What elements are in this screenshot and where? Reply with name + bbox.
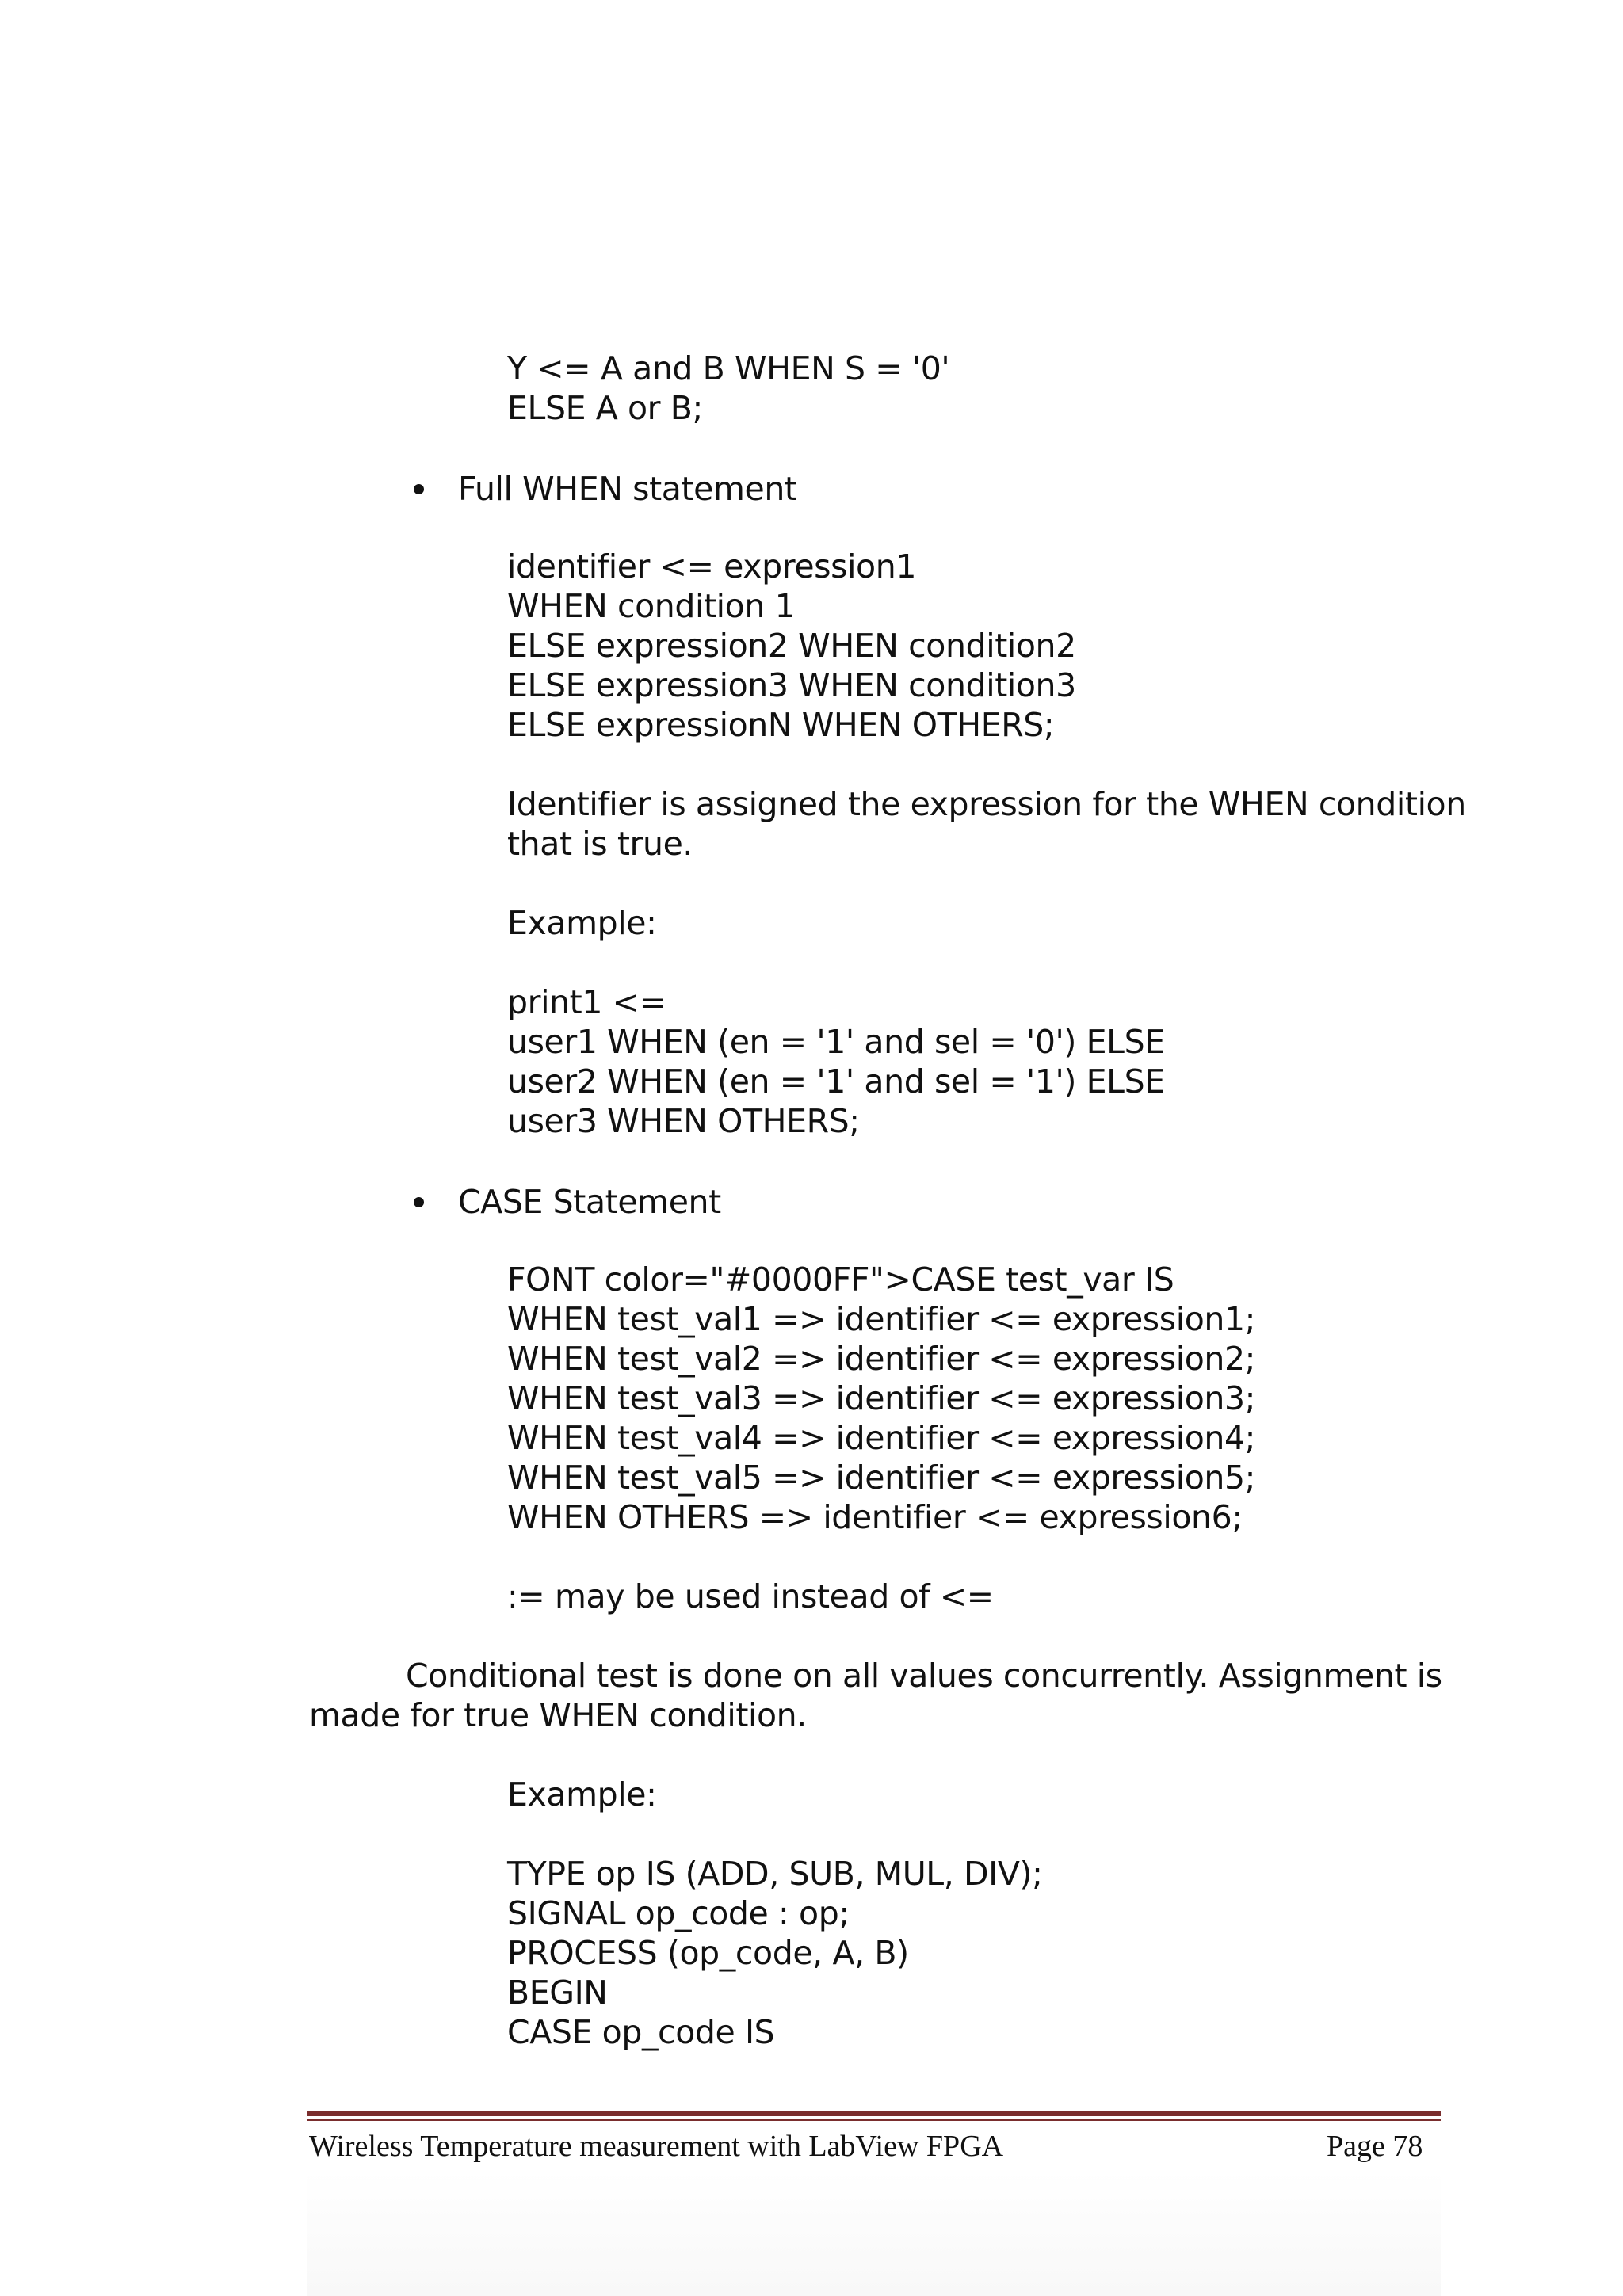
bullet-icon <box>414 484 424 494</box>
code-line: identifier <= expression1 <box>507 547 917 585</box>
page-number: Page 78 <box>1327 2130 1423 2163</box>
example-label: Example: <box>507 1775 657 1814</box>
code-line: ELSE A or B; <box>507 389 703 427</box>
code-line: Y <= A and B WHEN S = '0' <box>507 349 950 387</box>
paragraph-line: Conditional test is done on all values concurrently. Assignment is <box>406 1657 1442 1695</box>
code-line: user3 WHEN OTHERS; <box>507 1102 860 1140</box>
footer-rule-thin <box>307 2119 1441 2121</box>
footer-title: Wireless Temperature measurement with LabView FPGA <box>309 2130 1004 2163</box>
code-line: WHEN test_val5 => identifier <= expression5; <box>507 1459 1256 1497</box>
code-line: CASE op_code IS <box>507 2013 775 2051</box>
code-line: ELSE expressionN WHEN OTHERS; <box>507 706 1055 744</box>
code-line: FONT color="#0000FF">CASE test_var IS <box>507 1261 1174 1299</box>
example-label: Example: <box>507 904 657 942</box>
code-line: WHEN condition 1 <box>507 587 796 625</box>
footer-rule <box>307 2111 1441 2116</box>
code-line: BEGIN <box>507 1974 608 2012</box>
code-line: WHEN test_val3 => identifier <= expression3; <box>507 1379 1256 1417</box>
note-line: := may be used instead of <= <box>507 1577 994 1615</box>
code-line: ELSE expression2 WHEN condition2 <box>507 627 1076 665</box>
footer-shade <box>307 2171 1441 2296</box>
code-line: user2 WHEN (en = '1' and sel = '1') ELSE <box>507 1062 1165 1100</box>
paragraph-line: that is true. <box>507 825 693 863</box>
bullet-icon <box>414 1197 424 1207</box>
bullet-heading-full-when: Full WHEN statement <box>458 470 797 508</box>
code-line: WHEN test_val4 => identifier <= expression4; <box>507 1419 1256 1457</box>
code-line: WHEN test_val2 => identifier <= expression2; <box>507 1340 1256 1378</box>
code-line: WHEN OTHERS => identifier <= expression6; <box>507 1498 1243 1536</box>
code-line: print1 <= <box>507 983 666 1021</box>
paragraph-line: made for true WHEN condition. <box>309 1696 807 1734</box>
code-line: WHEN test_val1 => identifier <= expression1; <box>507 1300 1256 1338</box>
code-line: TYPE op IS (ADD, SUB, MUL, DIV); <box>507 1855 1043 1893</box>
code-line: SIGNAL op_code : op; <box>507 1894 850 1932</box>
code-line: user1 WHEN (en = '1' and sel = '0') ELSE <box>507 1023 1165 1061</box>
bullet-heading-case: CASE Statement <box>458 1183 721 1221</box>
paragraph-line: Identifier is assigned the expression for the WHEN condition <box>507 785 1466 823</box>
code-line: PROCESS (op_code, A, B) <box>507 1934 909 1972</box>
code-line: ELSE expression3 WHEN condition3 <box>507 666 1076 704</box>
